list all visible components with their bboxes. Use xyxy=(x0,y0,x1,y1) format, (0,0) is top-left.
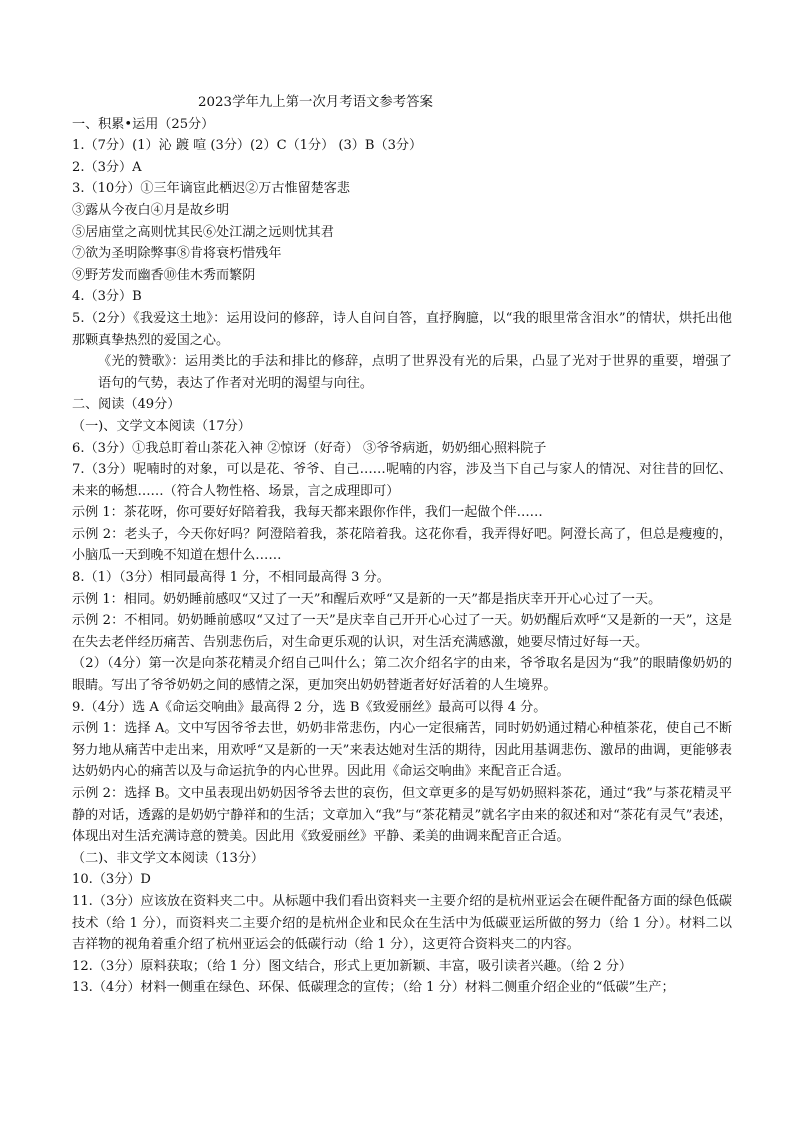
answer-line: 示例 2：选择 B。文中虽表现出奶奶因爷爷去世的哀伤，但文章更多的是写奶奶照料茶花，通过“我”与茶花精灵平静的对话，透露的是奶奶宁静祥和的生活；文章加入“我”与“茶花精灵”就名字由来的叙述和对“茶花有灵气”表述，体现出对生活充满诗意的赞美。因此用《致爱丽丝》平静、柔美的曲调来配音正合适。 xyxy=(72,786,732,845)
answer-line: 10.（3分）D xyxy=(72,872,151,888)
answer-line: 11.（3分）应该放在资料夹二中。从标题中我们看出资料夹一主要介绍的是杭州亚运会在硬件配备方面的绿色低碳技术（给 1 分），而资料夹二主要介绍的是杭州企业和民众在生活中为低碳亚运所做的努力（给 1 分）。材料二以吉祥物的视角着重介绍了杭州亚运会的低碳行动（给 1 分），这更符合资料夹二的内容。 xyxy=(72,893,732,953)
answer-line: ⑦欲为圣明除弊事⑧肯将衰朽惜残年 xyxy=(72,246,282,262)
answer-line: 9.（4分）选 A《命运交响曲》最高得 2 分，选 B《致爱丽丝》最高可以得 4 分。 xyxy=(72,699,547,715)
answer-line: （一)、文学文本阅读（17分） xyxy=(72,418,251,434)
answer-line: （二)、非文学文本阅读（13分） xyxy=(72,850,264,866)
answer-line: 示例 1：选择 A。文中写因爷爷去世，奶奶非常悲伤，内心一定很痛苦，同时奶奶通过精心种植茶花，使自己不断努力地从痛苦中走出来，用欢呼“又是新的一天”来表达她对生活的期待，因此用基调悲伤、激昂的曲调，更能够表达奶奶内心的痛苦以及与命运抗争的内心世界。因此用《命运交响曲》来配音正合适。 xyxy=(72,721,732,780)
answer-line: 7.（3分）呢喃时的对象，可以是花、爷爷、自己……呢喃的内容，涉及当下自己与家人的情况、对往昔的回忆、未来的畅想……（符合人物性格、场景，言之成理即可） xyxy=(72,462,732,499)
answer-line: 3.（10分）①三年谪宦此栖迟②万古惟留楚客悲 xyxy=(72,181,350,197)
answer-line: 8.（1）（3分）相同最高得 1 分，不相同最高得 3 分。 xyxy=(72,570,390,586)
answer-line: 4.（3分）B xyxy=(72,289,142,305)
answer-line: 2.（3分）A xyxy=(72,159,142,175)
answer-line: 示例 1：相同。奶奶睡前感叹“又过了一天”和醒后欢呼“又是新的一天”都是指庆幸开开心心过了一天。 xyxy=(72,591,662,607)
answer-line: （2）（4分）第一次是向茶花精灵介绍自己叫什么；第二次介绍名字的由来，爷爷取名是因为“我”的眼睛像奶奶的眼睛。写出了爷爷奶奶之间的感情之深，更加突出奶奶替逝者好好活着的人生境界。 xyxy=(72,656,732,694)
document-title: 2023学年九上第一次月考语文参考答案 xyxy=(198,95,433,110)
answer-line: 6.（3分）①我总盯着山茶花入神 ②惊讶（好奇） ③爷爷病逝，奶奶细心照料院子 xyxy=(72,440,547,456)
answer-line: 13.（4分）材料一侧重在绿色、环保、低碳理念的宣传；（给 1 分）材料二侧重介绍企业的“低碳”生产； xyxy=(72,980,675,996)
answer-line: 示例 1：茶花呀，你可要好好陪着我，我每天都来跟你作伴，我们一起做个伴…… xyxy=(72,505,543,521)
answer-line: 二、阅读（49分） xyxy=(72,397,181,413)
answer-line: ⑨野芳发而幽香⑩佳木秀而繁阴 xyxy=(72,267,256,283)
answer-line: 12.（3分）原料获取；（给 1 分）图文结合，形式上更加新颖、丰富，吸引读者兴趣。（给 2 分） xyxy=(72,958,633,974)
answer-line: 5.（2分）《我爱这土地》：运用设问的修辞，诗人自问自答，直抒胸臆，以“我的眼里常含泪水”的情状，烘托出他那颗真挚热烈的爱国之心。 xyxy=(72,310,732,348)
answer-line: ③露从今夜白④月是故乡明 xyxy=(72,202,230,218)
document-body xyxy=(72,114,732,999)
answer-line: 示例 2：不相同。奶奶睡前感叹“又过了一天”是庆幸自己开开心心过了一天。奶奶醒后欢呼“又是新的一天”，这是在失去老伴经历痛苦、告别悲伤后，对生命更乐观的认识，对生活充满感激，她要尽情过好每一天。 xyxy=(72,613,732,650)
answer-line: 示例 2：老头子，今天你好吗？阿澄陪着我，茶花陪着我。这花你看，我弄得好吧。阿澄长高了，但总是瘦瘦的，小脑瓜一天到晚不知道在想什么…… xyxy=(72,526,732,564)
answer-line: ⑤居庙堂之高则忧其民⑥处江湖之远则忧其君 xyxy=(72,224,334,240)
answer-document xyxy=(72,92,732,999)
answer-line: 一、积累•运用（25分） xyxy=(72,116,215,132)
answer-line: 1.（7分）(1）沁 踱 喧 (3分）(2）C（1分） (3）B（3分） xyxy=(72,138,423,154)
answer-line: 《光的赞歌》：运用类比的手法和排比的修辞，点明了世界没有光的后果，凸显了光对于世界的重要，增强了语句的气势，表达了作者对光明的渴望与向往。 xyxy=(98,354,732,391)
